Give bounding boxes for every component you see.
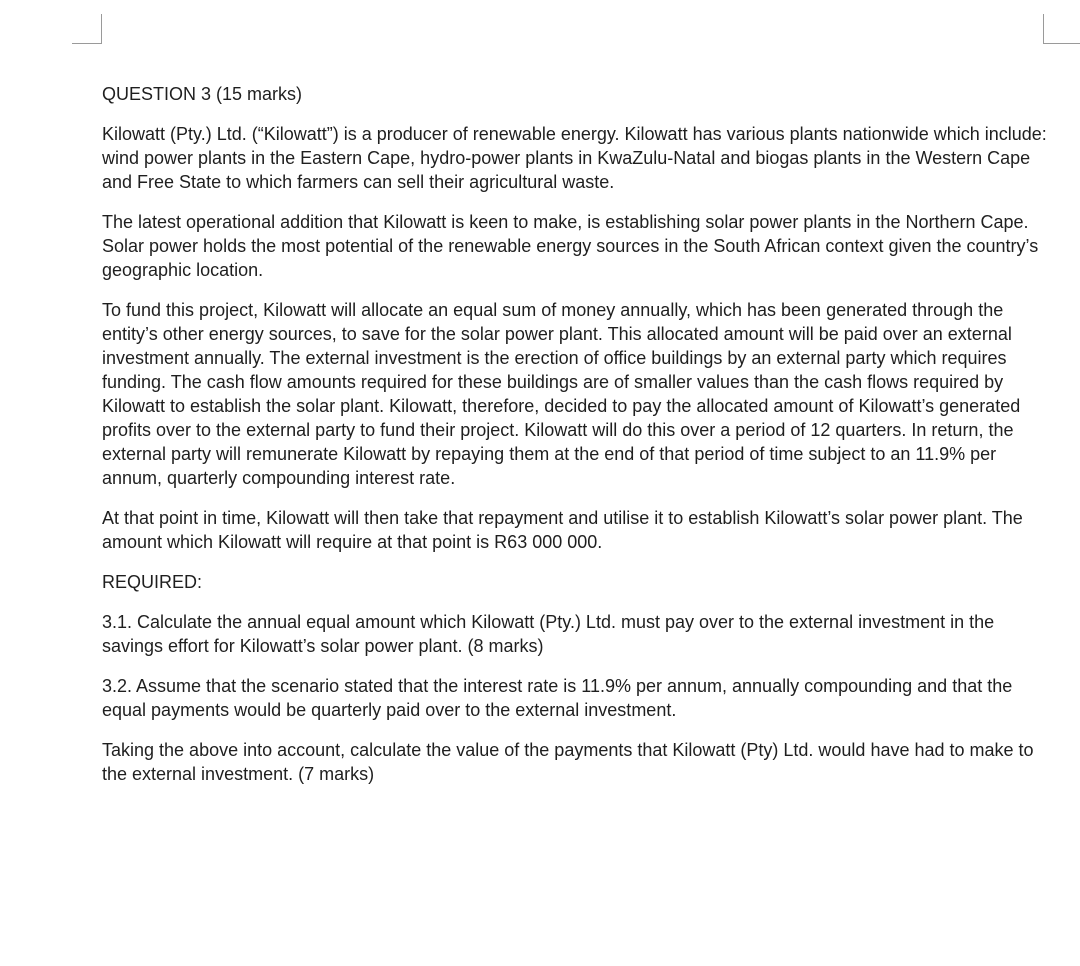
question-heading: QUESTION 3 (15 marks) xyxy=(102,84,303,104)
page-corner-mark-top-right xyxy=(1043,14,1080,44)
question-3-2: 3.2. Assume that the scenario stated that the interest rate is 11.9% per annum, annually compounding and that the equal payments would be quarterly paid over to the external investment. xyxy=(102,676,1013,720)
question-3-1: 3.1. Calculate the annual equal amount which Kilowatt (Pty.) Ltd. must pay over to the external investment in the savings effort for Kilowatt’s solar power plant. (8 marks) xyxy=(102,612,995,656)
paragraph-repayment-amount: At that point in time, Kilowatt will then take that repayment and utilise it to establish Kilowatt’s solar power plant. The amount which Kilowatt will require at that point is R63 000 000. xyxy=(102,508,1023,552)
question-3-2-followup: Taking the above into account, calculate the value of the payments that Kilowatt (Pty) Ltd. would have had to make to the external investment. (7 marks) xyxy=(102,740,1034,784)
paragraph-solar-addition: The latest operational addition that Kilowatt is keen to make, is establishing solar power plants in the Northern Cape. Solar power holds the most potential of the renewable energy sources in the South African context given the country’s geographic location. xyxy=(102,212,1039,280)
paragraph-company-intro: Kilowatt (Pty.) Ltd. (“Kilowatt”) is a producer of renewable energy. Kilowatt has various plants nationwide which include: wind power plants in the Eastern Cape, hydro-power plants in KwaZulu-Natal and biogas plants in the Western Cape and Free State to which farmers can sell their agricultural waste. xyxy=(102,124,1047,192)
document-page-body xyxy=(102,82,1052,802)
required-label: REQUIRED: xyxy=(102,572,203,592)
paragraph-funding-plan: To fund this project, Kilowatt will allocate an equal sum of money annually, which has been generated through the entity’s other energy sources, to save for the solar power plant. This allocated amount will be paid over an external investment annually. The external investment is the erection of office buildings by an external party which requires funding. The cash flow amounts required for these buildings are of smaller values than the cash flows required by Kilowatt to establish the solar plant. Kilowatt, therefore, decided to pay the allocated amount of Kilowatt’s generated profits over to the external party to fund their project. Kilowatt will do this over a period of 12 quarters. In return, the external party will remunerate Kilowatt by repaying them at the end of that period of time subject to an 11.9% per annum, quarterly compounding interest rate. xyxy=(102,300,1021,488)
page-corner-mark-top-left xyxy=(72,14,102,44)
